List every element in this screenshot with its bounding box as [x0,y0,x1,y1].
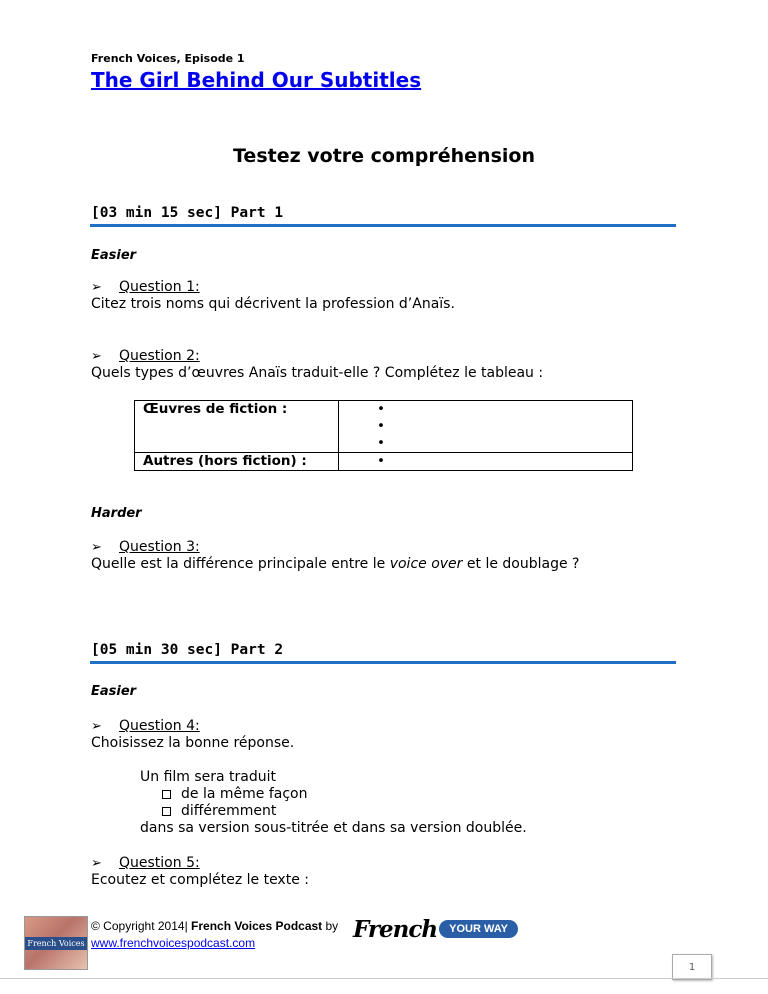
question-5-label: Question 5: [119,855,200,871]
question-3 [91,539,200,555]
page-number: 1 [672,954,712,980]
question-1 [91,279,200,295]
logo-badge: YOUR WAY [439,920,518,938]
copyright-brand: French Voices Podcast [191,919,323,933]
question-1-label: Question 1: [119,279,200,295]
podcast-thumbnail [24,916,88,970]
arrow-bullet-icon: ➢ [91,856,102,871]
bullet-icon: • [377,435,385,451]
footer-divider [0,978,768,979]
french-your-way-logo [353,914,518,944]
question-4-stem: Un film sera traduit [140,769,277,785]
table-row-nonfiction-label: Autres (hors fiction) : [135,453,339,471]
question-5 [91,855,200,871]
website-link[interactable]: www.frenchvoicespodcast.com [91,936,256,950]
question-2-text: Quels types d’œuvres Anaïs traduit-elle ? Complétez le tableau : [91,365,544,381]
checkbox-icon[interactable] [162,790,171,799]
part1-easier-label: Easier [91,248,137,263]
question-3-text [91,556,579,572]
part1-divider [90,224,676,227]
logo-word: French [353,915,438,943]
part1-label: [03 min 15 sec] Part 1 [91,205,284,221]
arrow-bullet-icon: ➢ [91,349,102,364]
part2-easier-label: Easier [91,684,137,699]
copyright-prefix: © Copyright 2014| [91,919,192,933]
question-3-text-start: Quelle est la différence principale entre le [91,556,390,572]
copyright-by: by [322,919,339,933]
question-4-label: Question 4: [119,718,200,734]
part2-divider [90,661,676,664]
episode-label: French Voices, Episode 1 [91,52,245,65]
page-title-link[interactable]: The Girl Behind Our Subtitles [91,68,422,92]
question-3-text-end: et le doublage ? [462,556,580,572]
question-4 [91,718,200,734]
question-1-text: Citez trois noms qui décrivent la profession d’Anaïs. [91,296,455,312]
table-row-fiction-label: Œuvres de fiction : [135,401,339,453]
arrow-bullet-icon: ➢ [91,719,102,734]
thumbnail-band: French Voices [25,937,87,950]
question-4-text: Choisissez la bonne réponse. [91,735,295,751]
question-3-label: Question 3: [119,539,200,555]
checkbox-icon[interactable] [162,807,171,816]
copyright-line [91,919,338,933]
bullet-icon: • [377,401,385,417]
answer-table [134,400,633,471]
question-5-text: Ecoutez et complétez le texte : [91,872,309,888]
table-row-fiction-answers[interactable] [339,401,633,453]
question-4-tail: dans sa version sous-titrée et dans sa version doublée. [140,820,527,836]
arrow-bullet-icon: ➢ [91,540,102,555]
table-row-nonfiction-answers[interactable] [339,453,633,471]
bullet-icon: • [377,418,385,434]
part1-harder-label: Harder [91,506,142,521]
part2-label: [05 min 30 sec] Part 2 [91,642,284,658]
section-heading: Testez votre compréhension [233,145,535,167]
question-2-label: Question 2: [119,348,200,364]
bullet-icon: • [377,453,385,469]
option-differently[interactable] [162,803,276,819]
option-label: différemment [181,803,277,819]
arrow-bullet-icon: ➢ [91,280,102,295]
question-2 [91,348,200,364]
option-same-way[interactable] [162,786,307,802]
option-label: de la même façon [181,786,308,802]
question-3-emphasis: voice over [389,556,463,572]
